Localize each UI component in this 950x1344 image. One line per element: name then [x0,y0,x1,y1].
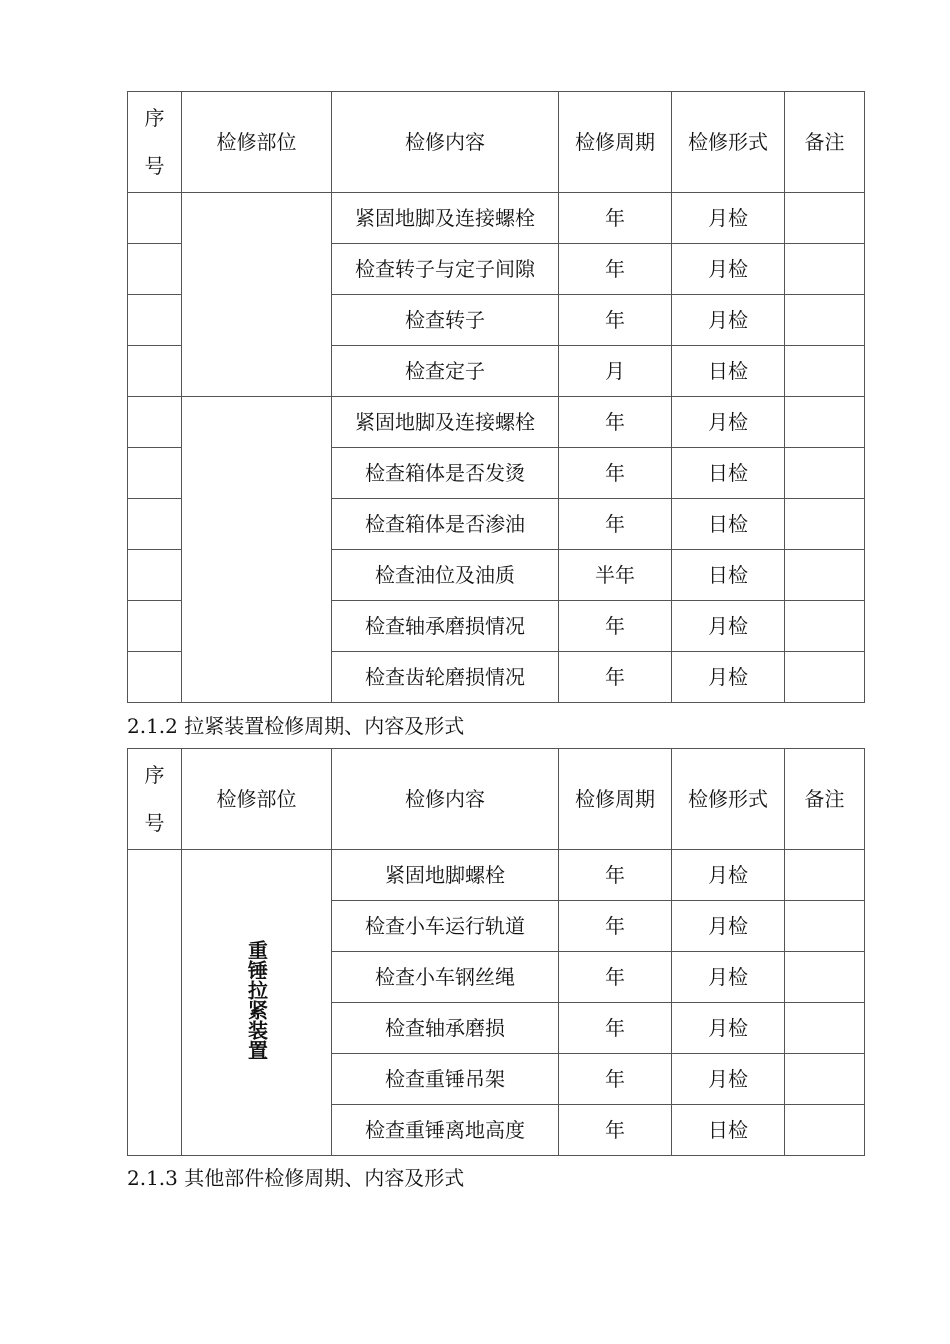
header-seq: 序号 [128,749,182,850]
form-cell: 日检 [672,448,785,499]
remark-cell [785,850,865,901]
seq-cell [128,346,182,397]
seq-cell [128,448,182,499]
remark-cell [785,244,865,295]
content-cell: 检查齿轮磨损情况 [332,652,559,703]
form-cell: 月检 [672,952,785,1003]
maintenance-table-2 [127,748,865,1156]
remark-cell [785,952,865,1003]
content-cell: 检查转子 [332,295,559,346]
content-cell: 检查轴承磨损 [332,1003,559,1054]
period-cell: 年 [559,1054,672,1105]
period-cell: 年 [559,499,672,550]
content-cell: 检查箱体是否发烫 [332,448,559,499]
form-cell: 月检 [672,244,785,295]
period-cell: 半年 [559,550,672,601]
table-row [128,850,865,901]
header-form: 检修形式 [672,749,785,850]
table-header-row [128,92,865,193]
form-cell: 月检 [672,397,785,448]
remark-cell [785,1003,865,1054]
content-cell: 检查箱体是否渗油 [332,499,559,550]
part-cell [182,397,332,703]
remark-cell [785,295,865,346]
header-period: 检修周期 [559,92,672,193]
period-cell: 年 [559,901,672,952]
seq-cell [128,550,182,601]
section-caption-2-1-3: 2.1.3 其他部件检修周期、内容及形式 [127,1166,465,1190]
form-cell: 日检 [672,550,785,601]
form-cell: 月检 [672,1003,785,1054]
remark-cell [785,448,865,499]
part-cell [182,850,332,1156]
period-cell: 年 [559,601,672,652]
seq-cell [128,193,182,244]
remark-cell [785,601,865,652]
form-cell: 月检 [672,850,785,901]
period-cell: 年 [559,1105,672,1156]
form-cell: 月检 [672,193,785,244]
seq-cell [128,652,182,703]
remark-cell [785,397,865,448]
form-cell: 日检 [672,346,785,397]
period-cell: 年 [559,952,672,1003]
header-content: 检修内容 [332,92,559,193]
content-cell: 检查小车钢丝绳 [332,952,559,1003]
content-cell: 紧固地脚及连接螺栓 [332,193,559,244]
seq-cell [128,850,182,1156]
remark-cell [785,499,865,550]
remark-cell [785,1054,865,1105]
form-cell: 月检 [672,601,785,652]
part-label-counterweight-tensioner: 重锤拉紧装置 [244,940,269,1060]
period-cell: 年 [559,652,672,703]
part-cell [182,193,332,397]
header-remark: 备注 [785,749,865,850]
seq-cell [128,601,182,652]
header-period: 检修周期 [559,749,672,850]
maintenance-table-1 [127,91,865,703]
period-cell: 年 [559,397,672,448]
period-cell: 年 [559,295,672,346]
form-cell: 日检 [672,499,785,550]
content-cell: 检查油位及油质 [332,550,559,601]
period-cell: 年 [559,193,672,244]
table-row [128,397,865,448]
content-cell: 检查定子 [332,346,559,397]
content-cell: 检查重锤离地高度 [332,1105,559,1156]
form-cell: 月检 [672,901,785,952]
period-cell: 年 [559,850,672,901]
remark-cell [785,346,865,397]
remark-cell [785,901,865,952]
content-cell: 紧固地脚螺栓 [332,850,559,901]
header-remark: 备注 [785,92,865,193]
form-cell: 日检 [672,1105,785,1156]
form-cell: 月检 [672,1054,785,1105]
remark-cell [785,193,865,244]
seq-cell [128,295,182,346]
seq-cell [128,397,182,448]
period-cell: 年 [559,448,672,499]
seq-cell [128,244,182,295]
header-seq: 序号 [128,92,182,193]
form-cell: 月检 [672,652,785,703]
header-form: 检修形式 [672,92,785,193]
remark-cell [785,550,865,601]
period-cell: 年 [559,244,672,295]
form-cell: 月检 [672,295,785,346]
remark-cell [785,1105,865,1156]
seq-cell [128,499,182,550]
content-cell: 紧固地脚及连接螺栓 [332,397,559,448]
table-row [128,193,865,244]
content-cell: 检查转子与定子间隙 [332,244,559,295]
header-content: 检修内容 [332,749,559,850]
content-cell: 检查重锤吊架 [332,1054,559,1105]
section-caption-2-1-2: 2.1.2 拉紧装置检修周期、内容及形式 [127,714,465,738]
period-cell: 年 [559,1003,672,1054]
remark-cell [785,652,865,703]
period-cell: 月 [559,346,672,397]
content-cell: 检查小车运行轨道 [332,901,559,952]
content-cell: 检查轴承磨损情况 [332,601,559,652]
table-header-row [128,749,865,850]
header-part: 检修部位 [182,749,332,850]
header-part: 检修部位 [182,92,332,193]
